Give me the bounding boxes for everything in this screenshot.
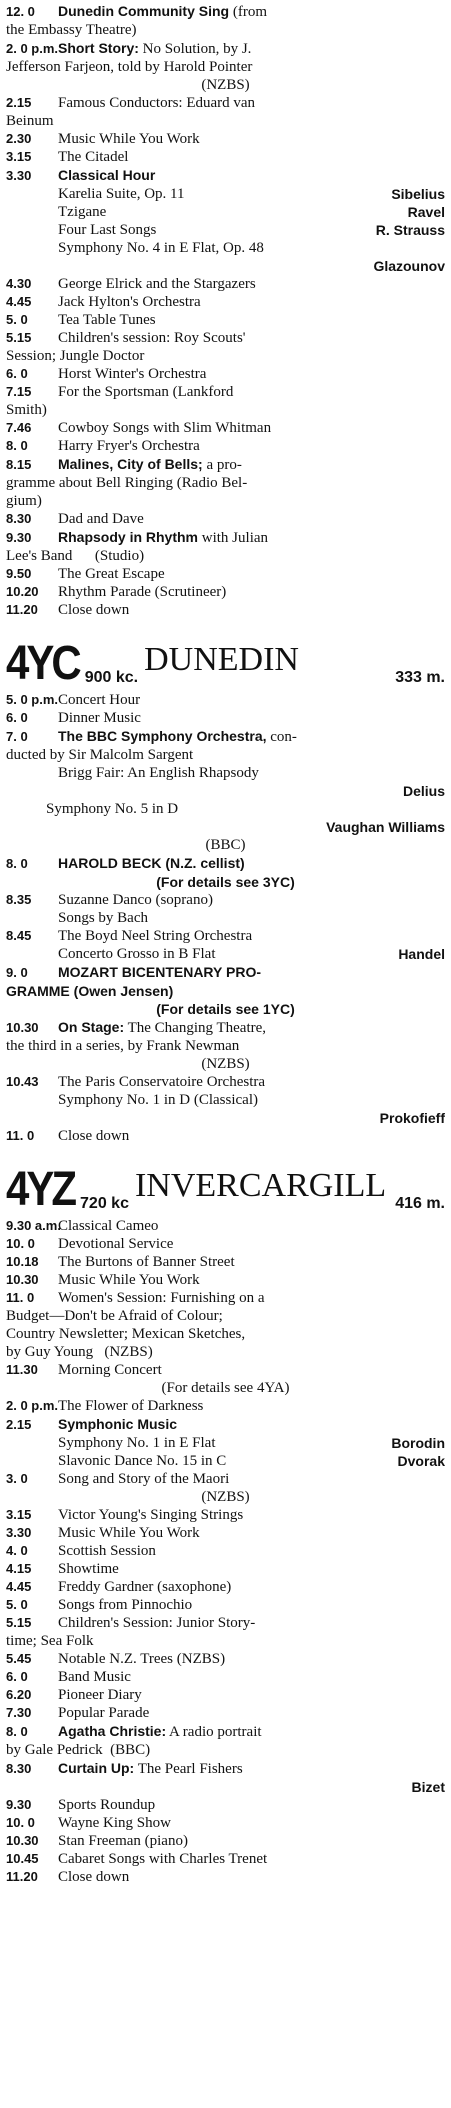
entry-continuation: gium) — [6, 493, 42, 509]
station-header — [6, 1161, 445, 1216]
composer: Borodin — [391, 1435, 445, 1451]
entry-continuation: Session; Jungle Doctor — [6, 348, 145, 364]
programme-entry: 10. 0 Wayne King Show — [6, 1815, 171, 1831]
entry-continuation: by Gale Pedrick (BBC) — [6, 1742, 151, 1758]
programme-entry: 7.46 Cowboy Songs with Slim Whitman — [6, 420, 272, 436]
source-note: (NZBS) — [201, 77, 250, 93]
programme-entry: 5.15 Children's session: Roy Scouts' — [6, 330, 246, 346]
programme-entry: 10.30 Stan Freeman (piano) — [6, 1833, 188, 1849]
programme-entry: 11. 0 Close down — [6, 1128, 130, 1144]
work-line: Tzigane Ravel — [58, 204, 445, 220]
programme-entry: 8. 0 Agatha Christie: A radio portrait — [6, 1723, 262, 1740]
composer: Glazounov — [373, 258, 445, 274]
programme-entry: 10.30 Music While You Work — [6, 1272, 200, 1288]
composer: Ravel — [407, 204, 445, 220]
work-line: Symphony No. 1 in E Flat Borodin — [58, 1435, 445, 1451]
programme-entry: 11.20 Close down — [6, 602, 130, 618]
details-note: (For details see 3YC) — [156, 874, 295, 890]
entry-continuation: the third in a series, by Frank Newman — [6, 1038, 240, 1054]
programme-entry: 2. 0 p.m.Short Story: No Solution, by J. — [6, 40, 252, 57]
programme-entry: 2.15 Famous Conductors: Eduard van — [6, 95, 256, 111]
programme-entry: 8.45 The Boyd Neel String Orchestra — [6, 928, 253, 944]
programme-entry: 3. 0 Song and Story of the Maori — [6, 1471, 230, 1487]
programme-entry: 7. 0 The BBC Symphony Orchestra, con- — [6, 728, 297, 745]
entry-continuation: Lee's Band (Studio) — [6, 548, 145, 564]
station-callsign: 4YC — [6, 635, 79, 690]
work-line: Brigg Fair: An English Rhapsody — [58, 765, 259, 781]
entry-continuation: Country Newsletter; Mexican Sketches, — [6, 1326, 246, 1342]
programme-entry: 8.15 Malines, City of Bells; a pro- — [6, 456, 242, 473]
entry-continuation: Beinum — [6, 113, 54, 129]
programme-entry: 12. 0 Dunedin Community Sing (from — [6, 3, 268, 20]
programme-entry: 8.30 Curtain Up: The Pearl Fishers — [6, 1760, 243, 1777]
source-note: (BBC) — [205, 837, 246, 853]
programme-entry: 6. 0 Band Music — [6, 1669, 131, 1685]
programme-entry: 6. 0 Horst Winter's Orchestra — [6, 366, 207, 382]
entry-continuation: the Embassy Theatre) — [6, 22, 137, 38]
entry-continuation: Budget—Don't be Afraid of Colour; — [6, 1308, 223, 1324]
programme-entry: 5. 0 Tea Table Tunes — [6, 312, 156, 328]
entry-continuation: Smith) — [6, 402, 47, 418]
station-callsign: 4YZ — [6, 1161, 75, 1216]
programme-entry: 7.30 Popular Parade — [6, 1705, 150, 1721]
programme-entry: 4.15 Showtime — [6, 1561, 119, 1577]
station-frequency: 900 kc. — [84, 669, 139, 686]
programme-entry: 4.45 Freddy Gardner (saxophone) — [6, 1579, 232, 1595]
programme-entry: 3.15 The Citadel — [6, 149, 129, 165]
programme-entry: 2.30 Music While You Work — [6, 131, 200, 147]
station-city: INVERCARGILL — [134, 1167, 387, 1204]
entry-continuation: Jefferson Farjeon, told by Harold Pointer — [6, 59, 253, 75]
programme-entry: 10.20 Rhythm Parade (Scrutineer) — [6, 584, 227, 600]
programme-entry: 2. 0 p.m.The Flower of Darkness — [6, 1398, 204, 1414]
station-header — [6, 635, 445, 690]
entry-continuation: time; Sea Folk — [6, 1633, 94, 1649]
programme-entry: 6. 0 Dinner Music — [6, 710, 141, 726]
programme-entry: 3.15 Victor Young's Singing Strings — [6, 1507, 244, 1523]
work-line: Concerto Grosso in B Flat Handel — [58, 946, 445, 962]
programme-entry: 9.30 Sports Roundup — [6, 1797, 156, 1813]
entry-continuation: GRAMME (Owen Jensen) — [6, 983, 174, 999]
programme-entry: 8.30 Dad and Dave — [6, 511, 144, 527]
programme-entry: 8. 0 HAROLD BECK (N.Z. cellist) — [6, 855, 245, 871]
source-note: (NZBS) — [201, 1056, 250, 1072]
programme-entry: 10.30 On Stage: The Changing Theatre, — [6, 1019, 267, 1036]
programme-entry: 9. 0 MOZART BICENTENARY PRO- — [6, 964, 261, 980]
programme-entry: 6.20 Pioneer Diary — [6, 1687, 142, 1703]
station-wavelength: 416 m. — [395, 1195, 445, 1212]
programme-entry: 9.50 The Great Escape — [6, 566, 165, 582]
programme-entry: 7.15 For the Sportsman (Lankford — [6, 384, 234, 400]
work-line: Symphony No. 5 in D — [46, 801, 179, 817]
station-wavelength: 333 m. — [395, 669, 445, 686]
station-frequency: 720 kc — [80, 1195, 129, 1212]
work-line: Symphony No. 1 in D (Classical) — [58, 1092, 258, 1108]
programme-section-4yz — [6, 1163, 445, 1886]
station-city: DUNEDIN — [144, 641, 299, 678]
programme-entry: 10. 0 Devotional Service — [6, 1236, 174, 1252]
programme-entry: 11. 0 Women's Session: Furnishing on a — [6, 1290, 265, 1306]
programme-entry: 4.45 Jack Hylton's Orchestra — [6, 294, 201, 310]
programme-section-4ya — [6, 2, 445, 619]
programme-entry: 9.30 a.m.Classical Cameo — [6, 1218, 159, 1234]
programme-entry: 2.15 Symphonic Music — [6, 1416, 178, 1432]
work-line: Symphony No. 4 in E Flat, Op. 48 — [58, 240, 264, 256]
work-line: Slavonic Dance No. 15 in C Dvorak — [58, 1453, 445, 1469]
composer: Delius — [402, 783, 445, 799]
composer: Vaughan Williams — [326, 819, 445, 835]
programme-entry: 10.45 Cabaret Songs with Charles Trenet — [6, 1851, 268, 1867]
programme-entry: 3.30 Classical Hour — [6, 167, 156, 183]
programme-entry: 10.18 The Burtons of Banner Street — [6, 1254, 235, 1270]
programme-entry: 11.20 Close down — [6, 1869, 130, 1885]
composer: Prokofieff — [379, 1110, 445, 1126]
work-line: Four Last Songs R. Strauss — [58, 222, 445, 238]
entry-continuation: gramme about Bell Ringing (Radio Bel- — [6, 475, 248, 491]
work-line: Karelia Suite, Op. 11 Sibelius — [58, 186, 445, 202]
entry-continuation: by Guy Young (NZBS) — [6, 1344, 153, 1360]
programme-entry: 4.30 George Elrick and the Stargazers — [6, 276, 256, 292]
programme-entry: 11.30 Morning Concert — [6, 1362, 162, 1378]
composer: Sibelius — [391, 186, 445, 202]
programme-entry: 5. 0 p.m.Concert Hour — [6, 692, 141, 708]
work-line: Songs by Bach — [58, 910, 148, 926]
programme-entry: 8. 0 Harry Fryer's Orchestra — [6, 438, 200, 454]
programme-entry: 10.43 The Paris Conservatoire Orchestra — [6, 1074, 266, 1090]
details-note: (For details see 4YA) — [161, 1380, 290, 1396]
programme-entry: 8.35 Suzanne Danco (soprano) — [6, 892, 213, 908]
composer: Handel — [398, 946, 445, 962]
programme-entry: 5.45 Notable N.Z. Trees (NZBS) — [6, 1651, 226, 1667]
composer: R. Strauss — [375, 222, 445, 238]
programme-entry: 5.15 Children's Session: Junior Story- — [6, 1615, 256, 1631]
programme-entry: 9.30 Rhapsody in Rhythm with Julian — [6, 529, 269, 546]
composer: Bizet — [411, 1779, 445, 1795]
programme-entry: 4. 0 Scottish Session — [6, 1543, 156, 1559]
source-note: (NZBS) — [201, 1489, 250, 1505]
programme-section-4yc — [6, 637, 445, 1145]
entry-continuation: ducted by Sir Malcolm Sargent — [6, 747, 194, 763]
programme-entry: 5. 0 Songs from Pinnochio — [6, 1597, 193, 1613]
programme-entry: 3.30 Music While You Work — [6, 1525, 200, 1541]
details-note: (For details see 1YC) — [156, 1001, 295, 1017]
composer: Dvorak — [397, 1453, 445, 1469]
